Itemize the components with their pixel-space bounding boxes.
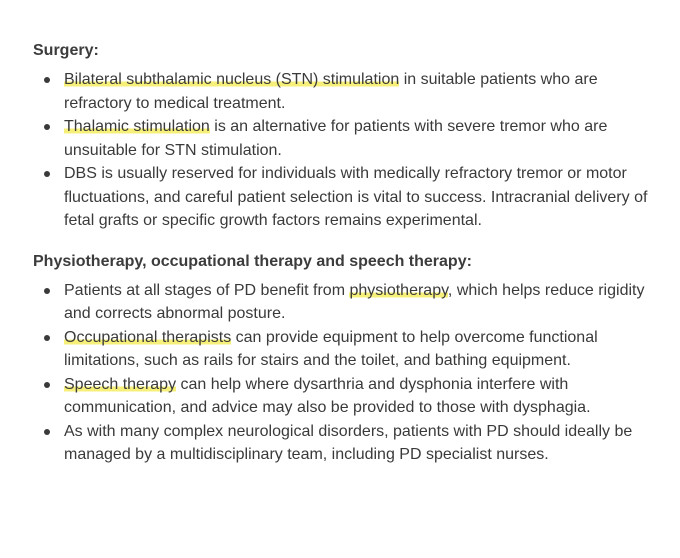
highlighted-text: Bilateral subthalamic nucleus (STN) stimulation xyxy=(64,71,400,88)
list-item xyxy=(33,373,660,420)
bullet-icon xyxy=(44,124,50,130)
item-text: is an alternative for patients with severe tremor who are unsuitable for STN stimulation. xyxy=(64,118,608,159)
item-text-pre: Patients at all stages of PD benefit from xyxy=(64,281,350,299)
item-text: , which helps reduce rigidity and corrects abnormal posture. xyxy=(64,281,645,322)
highlighted-text: Thalamic stimulation xyxy=(64,118,210,135)
bullet-icon xyxy=(44,288,50,294)
bullet-icon xyxy=(44,335,50,341)
surgery-list xyxy=(33,68,660,233)
bullet-icon xyxy=(44,77,50,83)
item-text: As with many complex neurological disorders, patients with PD should ideally be managed by a multidisciplinary team, including PD specialist nurses. xyxy=(64,422,633,463)
item-text: can provide equipment to help overcome functional limitations, such as rails for stairs and the toilet, and bathing equipment. xyxy=(64,328,598,369)
highlighted-text: Occupational therapists xyxy=(64,328,232,346)
surgery-section xyxy=(33,40,660,233)
list-item xyxy=(33,68,660,115)
surgery-heading: Surgery: xyxy=(33,42,99,59)
item-text: can help where dysarthria and dysphonia interfere with communication, and advice may also be provided to those with dysphagia. xyxy=(64,375,591,416)
therapy-section xyxy=(33,251,660,467)
list-item xyxy=(33,162,660,233)
highlighted-text: Speech therapy xyxy=(64,375,177,393)
therapy-heading: Physiotherapy, occupational therapy and speech therapy: xyxy=(33,252,472,270)
item-text: in suitable patients who are refractory to medical treatment. xyxy=(64,71,598,112)
list-item xyxy=(33,420,660,467)
highlighted-text: physiotherapy xyxy=(349,281,448,299)
bullet-icon xyxy=(44,429,50,435)
item-text: DBS is usually reserved for individuals with medically refractory tremor or motor fluctuations, and careful patient selection is vital to success. Intracranial delivery of fetal grafts or specific growth factors remains experimental. xyxy=(64,165,648,229)
list-item xyxy=(33,279,660,326)
therapy-list xyxy=(33,279,660,467)
list-item xyxy=(33,115,660,162)
list-item xyxy=(33,326,660,373)
bullet-icon xyxy=(44,171,50,177)
bullet-icon xyxy=(44,382,50,388)
